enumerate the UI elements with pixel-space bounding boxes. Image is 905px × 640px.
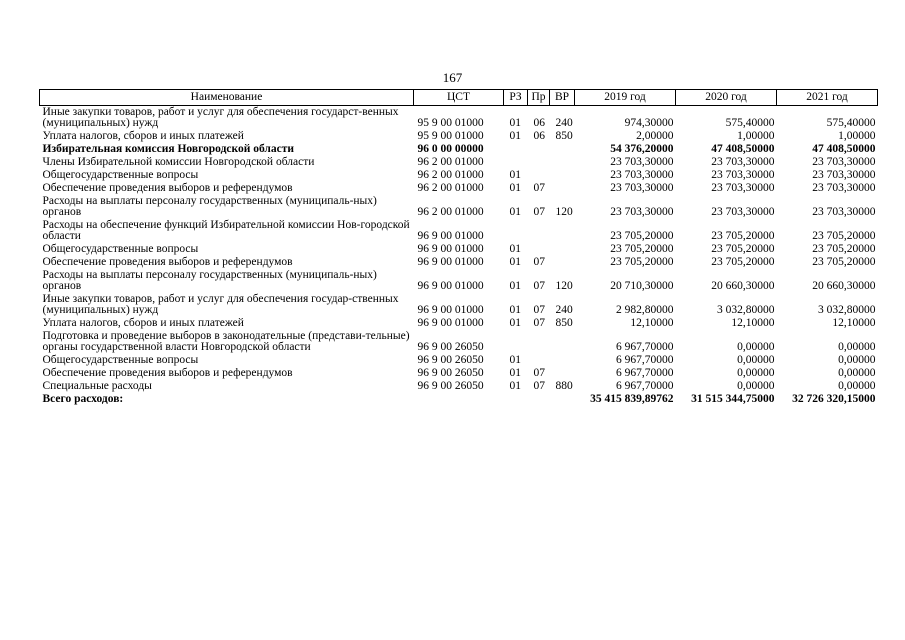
row-rz: 01: [509, 206, 521, 218]
row-value-2020: 0,00000: [737, 367, 775, 379]
row-value-2019: 23 705,20000: [610, 230, 674, 242]
table-row: [40, 293, 878, 317]
row-cst: 95 9 00 01000: [417, 117, 484, 129]
row-value-2021: 47 408,50000: [812, 143, 876, 155]
row-cst: 96 9 00 01000: [417, 280, 484, 292]
row-cst: 96 9 00 01000: [417, 304, 484, 316]
row-value-2020: 0,00000: [737, 341, 775, 353]
table-row: [40, 256, 878, 269]
table-row: [40, 393, 878, 406]
table-row: [40, 143, 878, 156]
column-header-vr: ВР: [550, 90, 575, 106]
row-cst: 96 9 00 26050: [417, 380, 484, 392]
row-vr: [550, 219, 575, 243]
row-value-2019: 2 982,80000: [616, 304, 674, 316]
row-vr: 120: [555, 206, 573, 218]
row-vr: [550, 354, 575, 367]
row-vr: [550, 143, 575, 156]
row-value-2019: 12,10000: [630, 317, 674, 329]
column-header-2021: 2021 год: [777, 90, 878, 106]
row-pr: 07: [533, 367, 545, 379]
row-rz: 01: [509, 354, 521, 366]
table-header-row: [40, 90, 878, 106]
row-value-2020: 1,00000: [737, 130, 775, 142]
row-value-2019: 6 967,70000: [616, 367, 674, 379]
row-value-2020: 0,00000: [737, 354, 775, 366]
row-value-2020: 23 703,30000: [711, 156, 775, 168]
row-name: Иные закупки товаров, работ и услуг для обеспечения государст-венных (муниципальных) нужд: [42, 106, 399, 129]
row-pr: 06: [533, 130, 545, 142]
column-header-2019: 2019 год: [575, 90, 676, 106]
row-rz: 01: [509, 256, 521, 268]
row-name: Избирательная комиссия Новгородской области: [42, 143, 295, 155]
row-value-2020: 31 515 344,75000: [691, 393, 775, 405]
row-name: Обеспечение проведения выборов и референдумов: [42, 367, 293, 379]
row-name: Расходы на выплаты персоналу государственных (муниципаль-ных) органов: [42, 269, 377, 292]
row-rz: [504, 393, 528, 406]
row-value-2019: 23 703,30000: [610, 156, 674, 168]
row-cst: 95 9 00 01000: [417, 130, 484, 142]
row-cst: 96 9 00 26050: [417, 367, 484, 379]
table-row: [40, 317, 878, 330]
table-row: [40, 195, 878, 219]
row-value-2019: 23 703,30000: [610, 206, 674, 218]
row-pr: [528, 330, 550, 354]
row-rz: 01: [509, 117, 521, 129]
row-value-2020: 23 705,20000: [711, 230, 775, 242]
row-value-2021: 575,40000: [826, 117, 876, 129]
row-value-2019: 2,00000: [636, 130, 674, 142]
row-vr: 240: [555, 117, 573, 129]
row-vr: [550, 393, 575, 406]
row-value-2021: 32 726 320,15000: [792, 393, 876, 405]
row-value-2019: 6 967,70000: [616, 341, 674, 353]
row-cst: 96 9 00 01000: [417, 243, 484, 255]
row-name: Обеспечение проведения выборов и референдумов: [42, 182, 293, 194]
row-cst: 96 9 00 26050: [417, 341, 484, 353]
row-pr: [528, 243, 550, 256]
table-row: [40, 243, 878, 256]
row-cst: 96 2 00 01000: [417, 156, 484, 168]
row-pr: [528, 393, 550, 406]
row-pr: 07: [533, 317, 545, 329]
row-value-2019: 23 703,30000: [610, 169, 674, 181]
row-vr: [550, 243, 575, 256]
row-vr: [550, 182, 575, 195]
row-rz: 01: [509, 380, 521, 392]
row-value-2019: 20 710,30000: [610, 280, 674, 292]
row-name: Расходы на обеспечение функций Избирательной комиссии Нов-городской области: [42, 219, 410, 242]
row-vr: [550, 156, 575, 169]
column-header-name: Наименование: [40, 90, 414, 106]
row-pr: [528, 169, 550, 182]
row-value-2020: 0,00000: [737, 380, 775, 392]
row-vr: 850: [555, 317, 573, 329]
row-value-2021: 12,10000: [832, 317, 876, 329]
row-value-2021: 3 032,80000: [818, 304, 876, 316]
row-vr: [550, 330, 575, 354]
page-number: 167: [442, 70, 463, 85]
column-header-cst: ЦСТ: [414, 90, 504, 106]
row-value-2019: 23 705,20000: [610, 243, 674, 255]
row-value-2021: 23 703,30000: [812, 182, 876, 194]
row-cst: 96 9 00 01000: [417, 256, 484, 268]
row-cst: 96 9 00 26050: [417, 354, 484, 366]
row-vr: 880: [555, 380, 573, 392]
row-value-2019: 23 703,30000: [610, 182, 674, 194]
row-pr: 07: [533, 256, 545, 268]
row-name: Всего расходов:: [42, 393, 124, 405]
table-row: [40, 130, 878, 143]
row-cst: 96 0 00 00000: [417, 143, 484, 155]
row-value-2020: 20 660,30000: [711, 280, 775, 292]
row-value-2020: 12,10000: [731, 317, 775, 329]
row-value-2021: 0,00000: [838, 380, 876, 392]
row-name: Общегосударственные вопросы: [42, 169, 199, 181]
row-vr: [550, 367, 575, 380]
row-pr: [528, 354, 550, 367]
row-value-2019: 6 967,70000: [616, 380, 674, 392]
row-pr: 06: [533, 117, 545, 129]
row-cst: [414, 393, 504, 406]
row-name: Расходы на выплаты персоналу государственных (муниципаль-ных) органов: [42, 195, 377, 218]
row-vr: [550, 256, 575, 269]
row-cst: 96 2 00 01000: [417, 182, 484, 194]
row-pr: 07: [533, 182, 545, 194]
row-name: Члены Избирательной комиссии Новгородской области: [42, 156, 315, 168]
row-name: Общегосударственные вопросы: [42, 243, 199, 255]
table-row: [40, 330, 878, 354]
row-value-2021: 23 705,20000: [812, 256, 876, 268]
row-pr: [528, 143, 550, 156]
row-value-2020: 47 408,50000: [711, 143, 775, 155]
row-name: Подготовка и проведение выборов в законодательные (представи-тельные) органы государственной власти Новгородской области: [42, 330, 410, 353]
budget-table: [39, 89, 878, 406]
table-row: [40, 169, 878, 182]
row-cst: 96 2 00 01000: [417, 206, 484, 218]
row-value-2019: 974,30000: [624, 117, 674, 129]
row-rz: 01: [509, 169, 521, 181]
table-row: [40, 380, 878, 393]
row-value-2020: 3 032,80000: [717, 304, 775, 316]
row-pr: [528, 219, 550, 243]
row-value-2019: 35 415 839,89762: [590, 393, 674, 405]
table-body: [40, 106, 878, 407]
row-value-2019: 23 705,20000: [610, 256, 674, 268]
row-pr: 07: [533, 380, 545, 392]
row-value-2021: 23 703,30000: [812, 169, 876, 181]
row-value-2019: 6 967,70000: [616, 354, 674, 366]
table-row: [40, 269, 878, 293]
row-value-2020: 23 703,30000: [711, 206, 775, 218]
row-value-2020: 575,40000: [725, 117, 775, 129]
row-pr: 07: [533, 206, 545, 218]
row-name: Уплата налогов, сборов и иных платежей: [42, 317, 244, 329]
table-row: [40, 367, 878, 380]
row-rz: 01: [509, 317, 521, 329]
row-value-2021: 23 703,30000: [812, 156, 876, 168]
row-name: Общегосударственные вопросы: [42, 354, 199, 366]
row-name: Иные закупки товаров, работ и услуг для обеспечения государ-ственных (муниципальных) нужд: [42, 293, 399, 316]
row-value-2021: 23 705,20000: [812, 230, 876, 242]
row-value-2020: 23 703,30000: [711, 169, 775, 181]
row-rz: [504, 330, 528, 354]
table-row: [40, 219, 878, 243]
row-rz: [504, 219, 528, 243]
column-header-pr: Пр: [528, 90, 550, 106]
row-cst: 96 9 00 01000: [417, 230, 484, 242]
row-value-2021: 23 703,30000: [812, 206, 876, 218]
row-rz: 01: [509, 243, 521, 255]
row-cst: 96 2 00 01000: [417, 169, 484, 181]
row-rz: 01: [509, 182, 521, 194]
column-header-rz: РЗ: [504, 90, 528, 106]
row-pr: [528, 156, 550, 169]
row-pr: 07: [533, 304, 545, 316]
row-value-2021: 1,00000: [838, 130, 876, 142]
row-value-2021: 0,00000: [838, 354, 876, 366]
row-vr: 240: [555, 304, 573, 316]
table-row: [40, 182, 878, 195]
row-pr: 07: [533, 280, 545, 292]
row-value-2021: 23 705,20000: [812, 243, 876, 255]
row-vr: [550, 169, 575, 182]
row-rz: 01: [509, 130, 521, 142]
row-value-2020: 23 705,20000: [711, 256, 775, 268]
row-value-2020: 23 703,30000: [711, 182, 775, 194]
row-value-2021: 0,00000: [838, 367, 876, 379]
row-rz: 01: [509, 367, 521, 379]
row-value-2021: 20 660,30000: [812, 280, 876, 292]
row-value-2020: 23 705,20000: [711, 243, 775, 255]
row-name: Уплата налогов, сборов и иных платежей: [42, 130, 244, 142]
row-rz: [504, 143, 528, 156]
row-value-2019: 54 376,20000: [610, 143, 674, 155]
table-row: [40, 156, 878, 169]
column-header-2020: 2020 год: [676, 90, 777, 106]
row-rz: [504, 156, 528, 169]
row-rz: 01: [509, 304, 521, 316]
row-name: Специальные расходы: [42, 380, 152, 392]
row-vr: 850: [555, 130, 573, 142]
row-rz: 01: [509, 280, 521, 292]
row-vr: 120: [555, 280, 573, 292]
row-cst: 96 9 00 01000: [417, 317, 484, 329]
table-row: [40, 106, 878, 131]
row-value-2021: 0,00000: [838, 341, 876, 353]
row-name: Обеспечение проведения выборов и референдумов: [42, 256, 293, 268]
table-row: [40, 354, 878, 367]
